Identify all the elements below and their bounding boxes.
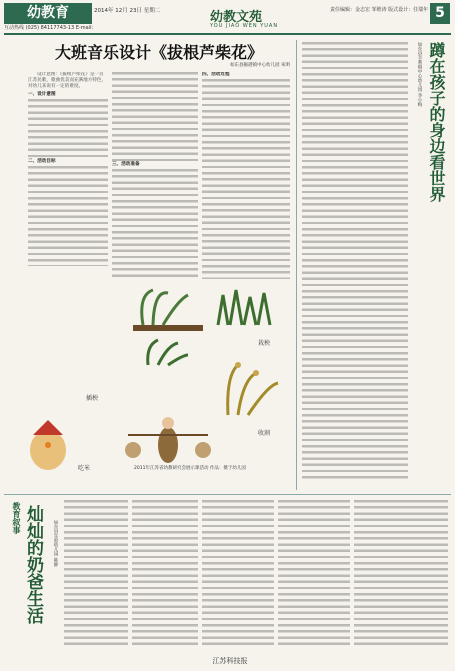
bottom-text-col-1 xyxy=(64,500,128,645)
article-intro: 设计意图：《拔根芦柴花》是一首江苏民歌，歌曲优美而充满地方特色，对幼儿来说有一定的难度。 xyxy=(28,72,107,90)
text-block xyxy=(112,169,198,279)
bottom-byline: 如东县实验幼儿园 陈静 xyxy=(53,520,58,567)
sidebar-text xyxy=(302,42,408,482)
bottom-kicker: 教育叙事 xyxy=(12,502,21,534)
illustration xyxy=(28,285,290,490)
article-column-1 xyxy=(28,72,108,282)
column-divider xyxy=(296,40,297,490)
text-block xyxy=(112,72,198,162)
bottom-text-col-3 xyxy=(202,500,274,645)
text-block xyxy=(202,79,290,279)
brand-logo: 幼教育 xyxy=(4,3,92,24)
label-harvest: 收割 xyxy=(258,430,271,437)
bottom-text-col-4 xyxy=(278,500,350,645)
label-transplanting: 插秧 xyxy=(86,395,99,402)
bottom-text-col-5 xyxy=(354,500,448,645)
article-heading-4: 四、活动过程 xyxy=(202,72,230,77)
article-heading-1: 一、设计意图 xyxy=(28,91,56,97)
text-block xyxy=(28,166,108,266)
article-heading-2: 二、活动目标 xyxy=(28,158,56,164)
column-title: 幼教文苑 xyxy=(210,10,263,25)
bottom-text-col-2 xyxy=(132,500,198,645)
editors-line: 责任编辑：金志宏 邹维涛 版式设计：任瑞年 xyxy=(330,7,429,13)
column-subtitle: YOU JIAO WEN YUAN xyxy=(210,23,279,29)
label-eating: 吃米 xyxy=(78,465,91,472)
label-planting: 栽秧 xyxy=(258,340,271,347)
contact-line: 互动热线 (025) 84117743-13 E-mail: xyxy=(4,25,94,31)
issue-date: 2014年 12月 23日 星期二 xyxy=(94,8,161,14)
article-column-2 xyxy=(112,72,198,282)
footer: 江苏科技报 xyxy=(212,657,248,665)
article-heading-3: 三、活动准备 xyxy=(112,162,140,167)
article-title: 大班音乐设计《拔根芦柴花》 xyxy=(54,43,263,62)
illustration-caption: 2011年江苏省幼教研究会展示课活动 作品：摄于幼儿园 xyxy=(134,466,246,471)
sidebar-title: 蹲在孩子的身边看世界 xyxy=(427,42,446,202)
header-rule xyxy=(4,33,451,35)
article-column-3 xyxy=(202,72,290,282)
page-number: 5 xyxy=(430,3,450,24)
article-byline: 如东县掘港镇中心幼儿园 朱明 xyxy=(230,63,290,68)
section-divider xyxy=(4,494,451,495)
text-block xyxy=(28,99,108,159)
bottom-title: 灿灿的奶爸生活 xyxy=(23,505,43,624)
sidebar-byline: 如东县丰利镇中心幼儿园 李小梅 xyxy=(417,42,422,107)
